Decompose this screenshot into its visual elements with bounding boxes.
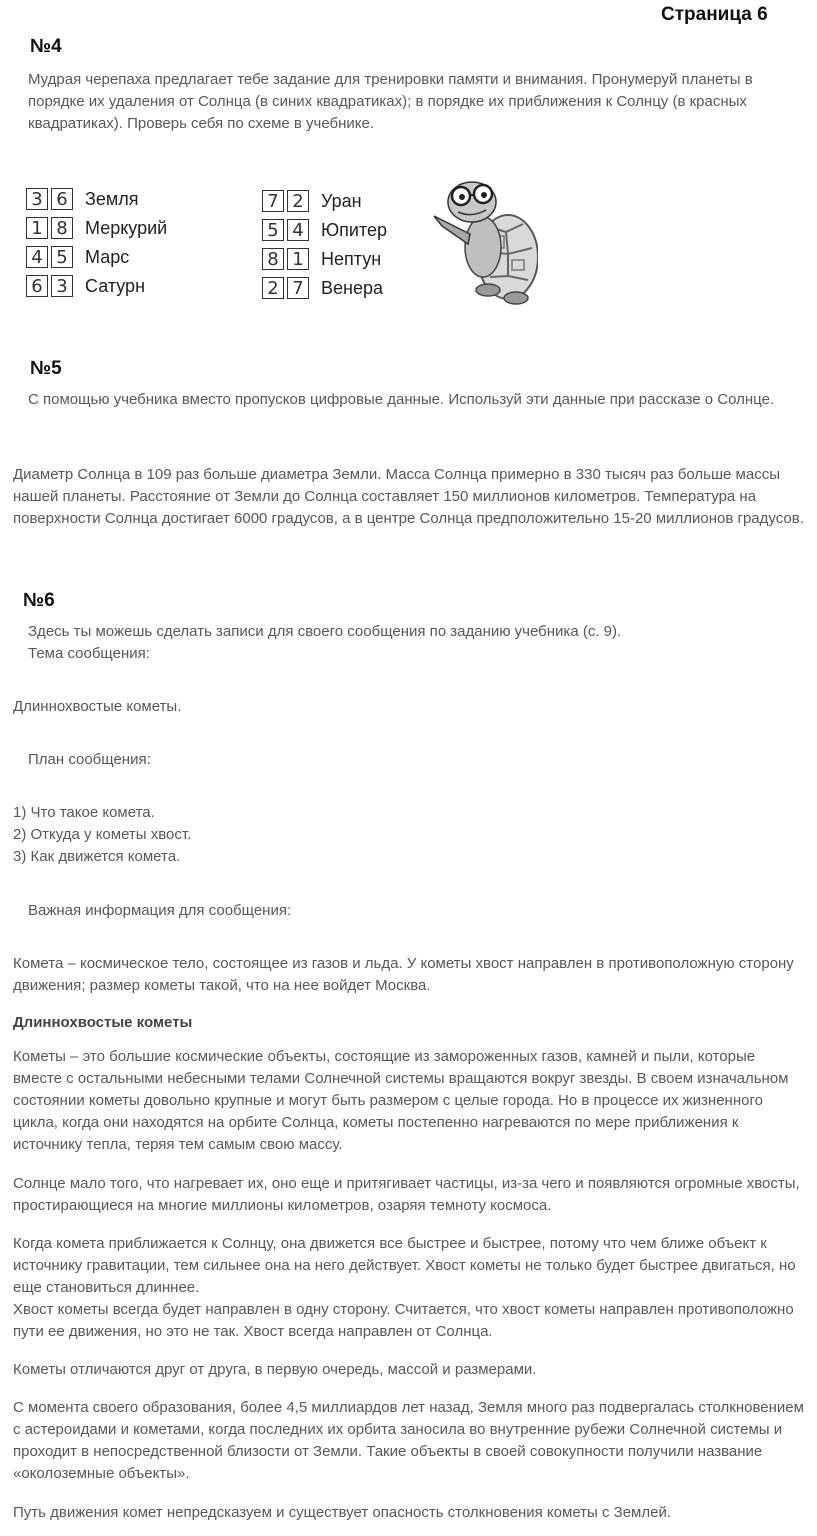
article-paragraph: Кометы – это большие космические объекты, состоящие из замороженных газов, камней и пыли, которые вместе с остальными небесными телами Солнечной системы вращаются вокруг звезды. В своем изначальном состоянии кометы довольно крупные и могут быть размером с целые города. Но в процессе их жизненного цикла, когда они находятся на орбите Солнца, кометы постепенно нагреваются по мере приближения к источнику тепла, теряя тем самым свою массу. (13, 1048, 789, 1153)
approach-order-box[interactable]: 8 (51, 217, 73, 239)
page-number: Страница 6 (661, 4, 768, 25)
planet-name: Меркурий (85, 217, 168, 238)
task6-heading: №6 (23, 590, 55, 611)
task5-heading: №5 (30, 358, 62, 379)
task5-answer: Диаметр Солнца в 109 раз больше диаметра Земли. Масса Солнца примерно в 330 тысяч раз больше массы нашей планеты. Расстояние от Земли до Солнца составляет 150 миллионов километров. Температура на поверхности Солнца достигает 6000 градусов, а в центре Солнца предположительно 15-20 миллионов градусов. (13, 466, 804, 527)
planet-row (262, 275, 383, 301)
approach-order-box[interactable]: 1 (287, 248, 309, 270)
approach-order-box[interactable]: 6 (51, 188, 73, 210)
info-text: Комета – космическое тело, состоящее из газов и льда. У кометы хвост направлен в противоположную сторону движения; размер кометы такой, что на нее войдет Москва. (13, 955, 794, 994)
plan-item: 2) Откуда у кометы хвост. (13, 826, 192, 843)
planet-name: Земля (85, 188, 139, 209)
article-paragraph: Хвост кометы всегда будет направлен в одну сторону. Считается, что хвост кометы направлен противоположно пути ее движения, но это не так. Хвост всегда направлен от Солнца. (13, 1301, 794, 1340)
distance-order-box[interactable]: 6 (26, 275, 48, 297)
approach-order-box[interactable]: 7 (287, 277, 309, 299)
plan-label: План сообщения: (28, 751, 151, 768)
distance-order-box[interactable]: 5 (262, 219, 284, 241)
planet-row (262, 217, 387, 243)
planet-row (26, 215, 167, 241)
article-paragraph: Кометы отличаются друг от друга, в первую очередь, массой и размерами. (13, 1361, 537, 1378)
planet-name: Сатурн (85, 275, 146, 296)
task6-instruction: Здесь ты можешь сделать записи для своего сообщения по заданию учебника (с. 9). (28, 623, 622, 640)
turtle-with-glasses-icon (428, 172, 538, 307)
planet-row (26, 273, 145, 299)
planet-row (262, 188, 362, 214)
distance-order-box[interactable]: 1 (26, 217, 48, 239)
distance-order-box[interactable]: 3 (26, 188, 48, 210)
task4-text: Мудрая черепаха предлагает тебе задание для тренировки памяти и внимания. Пронумеруй планеты в порядке их удаления от Солнца (в синих квадратиках); в порядке их приближения к Солнцу (в красных квадратиках). Проверь себя по схеме в учебнике. (28, 71, 753, 132)
planet-name: Венера (321, 277, 383, 298)
approach-order-box[interactable]: 5 (51, 246, 73, 268)
planet-row (262, 246, 381, 272)
article-subheading: Длиннохвостые кометы (13, 1014, 193, 1031)
info-label: Важная информация для сообщения: (28, 902, 292, 919)
plan-item: 3) Как движется комета. (13, 848, 181, 865)
planet-name: Нептун (321, 248, 382, 269)
planet-row (26, 244, 129, 270)
article-paragraph: Солнце мало того, что нагревает их, оно еще и притягивает частицы, из-за чего и появляются огромные хвосты, простирающиеся на многие миллионы километров, озаряя темноту космоса. (13, 1175, 800, 1214)
task6-topic-label: Тема сообщения: (28, 645, 150, 662)
approach-order-box[interactable]: 3 (51, 275, 73, 297)
planet-name: Юпитер (321, 219, 388, 240)
approach-order-box[interactable]: 4 (287, 219, 309, 241)
approach-order-box[interactable]: 2 (287, 190, 309, 212)
plan-item: 1) Что такое комета. (13, 804, 155, 821)
distance-order-box[interactable]: 4 (26, 246, 48, 268)
planet-name: Марс (85, 246, 130, 267)
article-paragraph: Путь движения комет непредсказуем и существует опасность столкновения кометы с Землей. (13, 1504, 672, 1521)
task6-topic: Длиннохвостые кометы. (13, 698, 182, 715)
article-paragraph: С момента своего образования, более 4,5 миллиардов лет назад, Земля много раз подвергалась столкновением с астероидами и кометами, когда последних их орбита заносила во внутренние рубежи Солнечной системы и проходит в непосредственной близости от Земли. Такие объекты в своей совокупности получили название «околоземные объекты». (13, 1399, 804, 1482)
planet-name: Уран (321, 190, 362, 211)
task5-text: С помощью учебника вместо пропусков цифровые данные. Используй эти данные при рассказе о Солнце. (28, 391, 775, 408)
task4-heading: №4 (30, 36, 62, 57)
distance-order-box[interactable]: 2 (262, 277, 284, 299)
distance-order-box[interactable]: 7 (262, 190, 284, 212)
distance-order-box[interactable]: 8 (262, 248, 284, 270)
planet-row (26, 186, 139, 212)
article-paragraph: Когда комета приближается к Солнцу, она движется все быстрее и быстрее, потому что чем ближе объект к источнику гравитации, тем сильнее она на него действует. Хвост кометы не только будет быстрее двигаться, но еще становиться длиннее. (13, 1235, 796, 1296)
